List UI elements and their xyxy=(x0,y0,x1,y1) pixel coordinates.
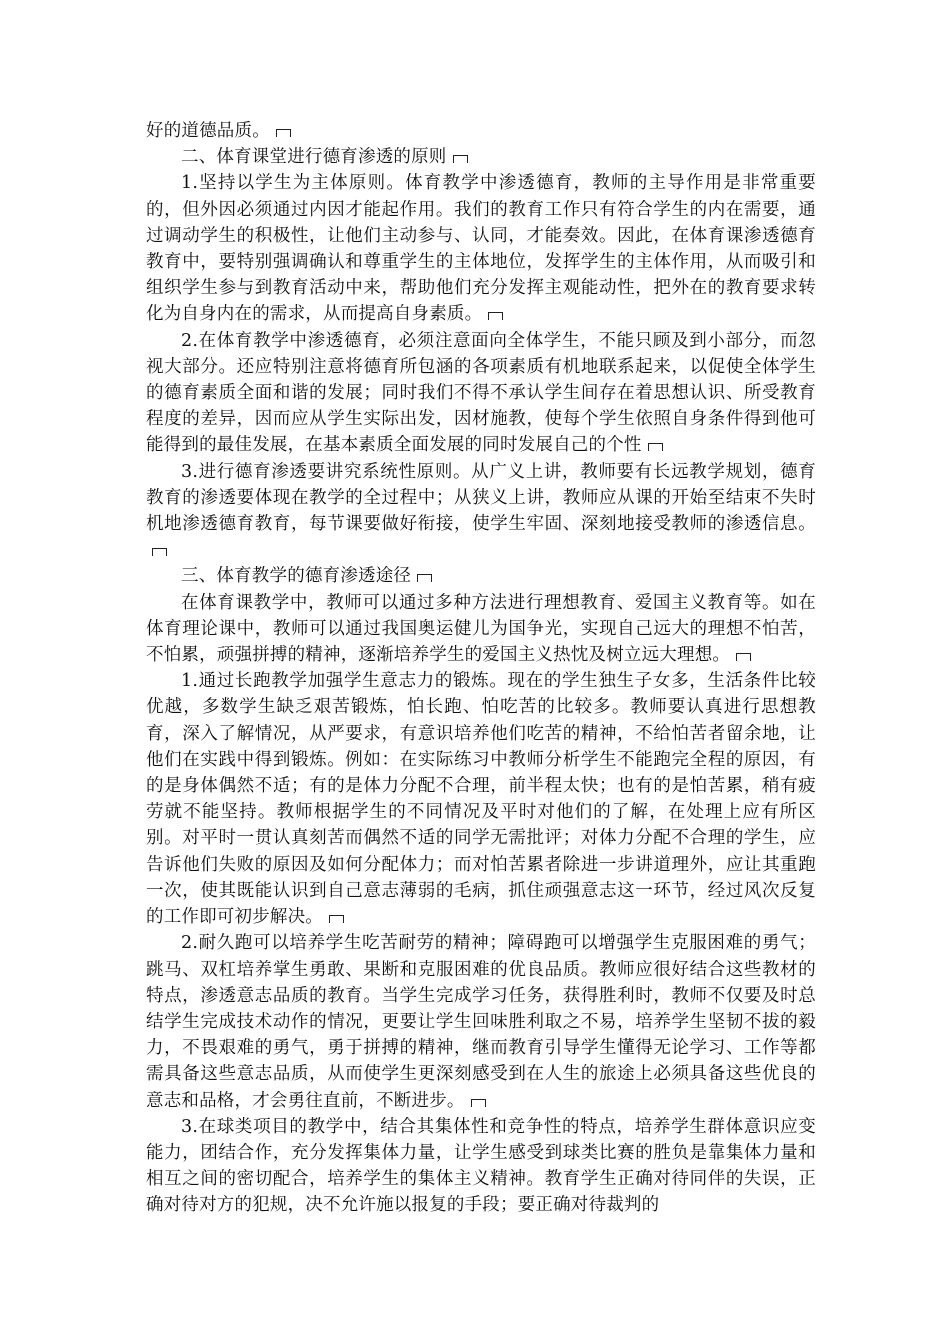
document-body xyxy=(146,118,816,1219)
paragraph-3 xyxy=(146,170,816,327)
paragraph-text: 1.坚持以学生为主体原则。体育教学中渗透德育，教师的主导作用是非常重要的，但外因必须通过内因才能起作用。我们的教育工作只有符合学生的内在需要，通过调动学生的积极性，让他们主动参与、认同，才能奏效。因此，在体育课渗透德育教育中，要特别强调确认和尊重学生的主体地位，发挥学生的主体作用，从而吸引和组织学生参与到教育活动中来，帮助他们充分发挥主观能动性，把外在的教育要求转化为自身内在的需求，从而提高自身素质。 xyxy=(146,173,816,325)
paragraph-mark-icon xyxy=(417,574,432,582)
paragraph-5 xyxy=(146,459,816,564)
paragraph-text: 3.进行德育渗透要讲究系统性原则。从广义上讲，教师要有长远教学规划，德育教育的渗透要体现在教学的全过程中；从狭义上讲，教师应从课的开始至结束不失时机地渗透德育教育，每节课要做好衔接，使学生牢固、深刻地接受教师的渗透信息。 xyxy=(146,461,816,535)
paragraph-mark-icon xyxy=(152,548,167,556)
paragraph-mark-icon xyxy=(648,443,663,451)
paragraph-text: 在体育课教学中，教师可以通过多种方法进行理想教育、爱国主义教育等。如在体育理论课中，教师可以通过我国奥运健儿为国争光，实现自己远大的理想不怕苦，不怕累，顽强拼搏的精神，逐渐培养学生的爱国主义热忱及树立远大理想。 xyxy=(146,592,816,666)
paragraph-text: 2.在体育教学中渗透德育，必须注意面向全体学生，不能只顾及到小部分，而忽视大部分。还应特别注意将德育所包涵的各项素质有机地联系起来，以促使全体学生的德育素质全面和谐的发展；同时我们不得不承认学生间存在着思想认识、所受教育程度的差异，因而应从学生实际出发，因材施教，使每个学生依照自身条件得到他可能得到的最佳发展，在基本素质全面发展的同时发展自己的个性 xyxy=(146,330,816,456)
paragraph-mark-icon xyxy=(471,1099,486,1107)
paragraph-8 xyxy=(146,668,816,930)
paragraph-1 xyxy=(146,118,816,144)
paragraph-mark-icon xyxy=(276,129,291,137)
section-heading-6 xyxy=(146,563,816,589)
paragraph-mark-icon xyxy=(736,653,751,661)
paragraph-10 xyxy=(146,1114,816,1219)
paragraph-text: 3.在球类项目的教学中，结合其集体性和竞争性的特点，培养学生群体意识应变能力，团结合作，充分发挥集体力量，让学生感受到球类比赛的胜负是靠集体力量和相互之间的密切配合，培养学生的集体主义精神。教育学生正确对待同伴的失误，正确对待对方的犯规，决不允许施以报复的手段；要正确对待裁判的 xyxy=(146,1116,816,1216)
section-heading-2 xyxy=(146,144,816,170)
paragraph-mark-icon xyxy=(329,915,344,923)
paragraph-text: 2.耐久跑可以培养学生吃苦耐劳的精神；障碍跑可以增强学生克服困难的勇气；跳马、双杠培养掌生勇敢、果断和克服困难的优良品质。教师应很好结合这些教材的特点，渗透意志品质的教育。当学生完成学习任务，获得胜利时，教师不仅要及时总结学生完成技术动作的情况，更要让学生回味胜利取之不易，培养学生坚韧不拔的毅力，不畏艰难的勇气，勇于拼搏的精神，继而教育引导学生懂得无论学习、工作等都需具备这些意志品质，从而使学生更深刻感受到在人生的旅途上必须具备这些优良的意志和品格，才会勇往直前，不断进步。 xyxy=(146,933,816,1111)
paragraph-7 xyxy=(146,590,816,669)
paragraph-mark-icon xyxy=(453,155,468,163)
paragraph-text: 好的道德品质。 xyxy=(146,121,270,141)
heading-text: 二、体育课堂进行德育渗透的原则 xyxy=(181,147,447,168)
paragraph-mark-icon xyxy=(488,312,503,320)
paragraph-9 xyxy=(146,930,816,1113)
paragraph-text: 1.通过长跑教学加强学生意志力的锻炼。现在的学生独生子女多，生活条件比较优越，多数学生缺乏艰苦锻炼，怕长跑、怕吃苦的比较多。教师要认真进行思想教育，深入了解情况，从严要求，有意识培养他们吃苦的精神，不给怕苦者留余地，让他们在实践中得到锻炼。例如：在实际练习中教师分析学生不能跑完全程的原因，有的是身体偶然不适；有的是体力分配不合理，前半程太快；也有的是怕苦累，稍有疲劳就不能坚持。教师根据学生的不同情况及平时对他们的了解，在处理上应有所区别。对平时一贯认真刻苦而偶然不适的同学无需批评；对体力分配不合理的学生，应告诉他们失败的原因及如何分配体力；而对怕苦累者除进一步讲道理外，应让其重跑一次，使其既能认识到自己意志薄弱的毛病，抓住顽强意志这一环节，经过风次反复的工作即可初步解决。 xyxy=(146,671,816,928)
paragraph-4 xyxy=(146,328,816,459)
heading-text: 三、体育教学的德育渗透途径 xyxy=(181,566,412,587)
